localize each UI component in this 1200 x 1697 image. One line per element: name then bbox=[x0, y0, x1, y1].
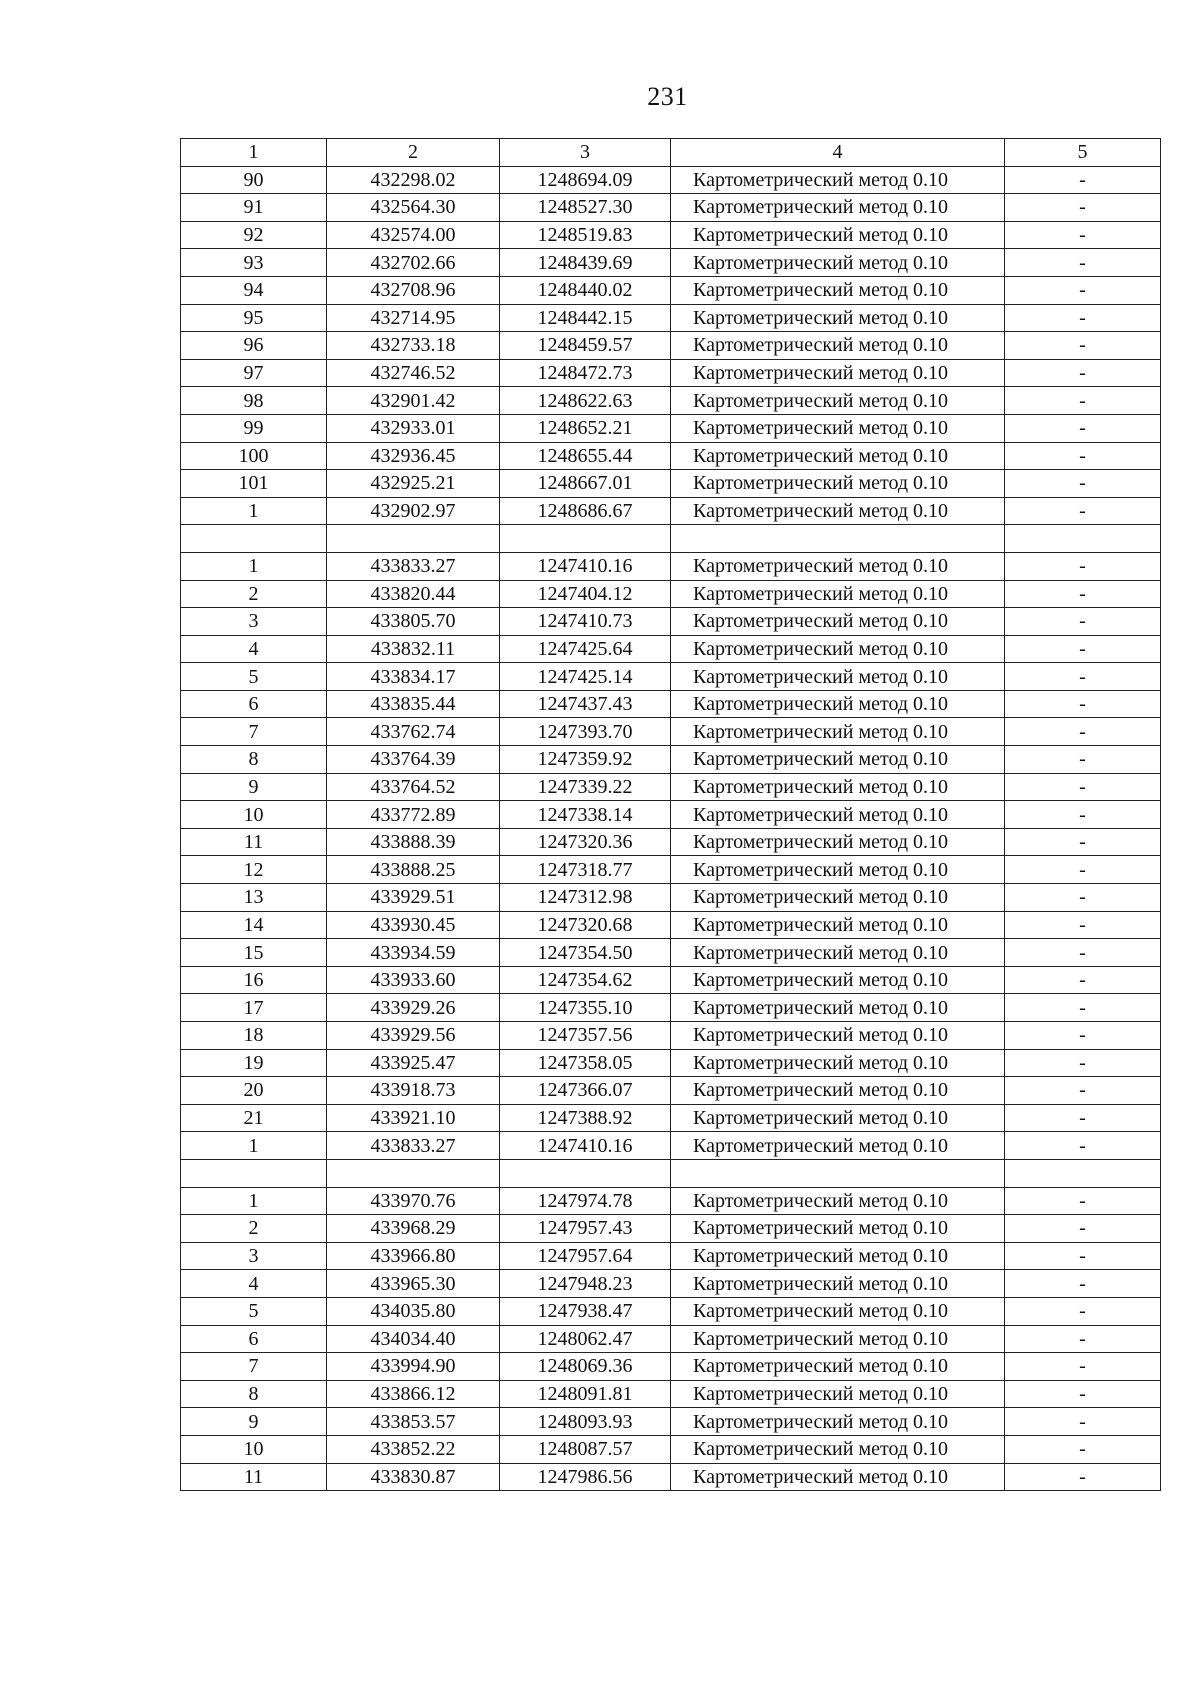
header-cell: 3 bbox=[500, 139, 671, 167]
method-cell: Картометрический метод 0.10 bbox=[671, 690, 1005, 718]
method-cell: Картометрический метод 0.10 bbox=[671, 1408, 1005, 1436]
point-number-cell: 18 bbox=[181, 1022, 327, 1050]
table-header-row bbox=[181, 139, 1161, 167]
table-row bbox=[181, 359, 1161, 387]
note-cell: - bbox=[1005, 690, 1161, 718]
table-row bbox=[181, 1215, 1161, 1243]
table-row bbox=[181, 1353, 1161, 1381]
point-number-cell: 5 bbox=[181, 663, 327, 691]
method-cell: Картометрический метод 0.10 bbox=[671, 801, 1005, 829]
table-row bbox=[181, 1435, 1161, 1463]
note-cell bbox=[1005, 525, 1161, 553]
x-coordinate-cell: 433929.51 bbox=[327, 884, 500, 912]
y-coordinate-cell: 1247425.14 bbox=[500, 663, 671, 691]
method-cell: Картометрический метод 0.10 bbox=[671, 635, 1005, 663]
y-coordinate-cell: 1247410.16 bbox=[500, 1132, 671, 1160]
x-coordinate-cell: 433994.90 bbox=[327, 1353, 500, 1381]
x-coordinate-cell: 433970.76 bbox=[327, 1187, 500, 1215]
point-number-cell: 95 bbox=[181, 304, 327, 332]
note-cell: - bbox=[1005, 1215, 1161, 1243]
y-coordinate-cell: 1247410.73 bbox=[500, 608, 671, 636]
method-cell: Картометрический метод 0.10 bbox=[671, 994, 1005, 1022]
x-coordinate-cell bbox=[327, 1159, 500, 1187]
x-coordinate-cell: 432708.96 bbox=[327, 276, 500, 304]
note-cell bbox=[1005, 1159, 1161, 1187]
y-coordinate-cell: 1248527.30 bbox=[500, 194, 671, 222]
note-cell: - bbox=[1005, 552, 1161, 580]
note-cell: - bbox=[1005, 1077, 1161, 1105]
note-cell: - bbox=[1005, 828, 1161, 856]
x-coordinate-cell bbox=[327, 525, 500, 553]
table-row bbox=[181, 1049, 1161, 1077]
x-coordinate-cell: 433966.80 bbox=[327, 1242, 500, 1270]
x-coordinate-cell: 433965.30 bbox=[327, 1270, 500, 1298]
method-cell: Картометрический метод 0.10 bbox=[671, 1325, 1005, 1353]
method-cell: Картометрический метод 0.10 bbox=[671, 387, 1005, 415]
point-number-cell: 15 bbox=[181, 939, 327, 967]
table-row bbox=[181, 939, 1161, 967]
method-cell: Картометрический метод 0.10 bbox=[671, 414, 1005, 442]
x-coordinate-cell: 433888.39 bbox=[327, 828, 500, 856]
x-coordinate-cell: 433934.59 bbox=[327, 939, 500, 967]
table-row bbox=[181, 1408, 1161, 1436]
note-cell: - bbox=[1005, 1049, 1161, 1077]
note-cell: - bbox=[1005, 911, 1161, 939]
table-row bbox=[181, 1325, 1161, 1353]
method-cell: Картометрический метод 0.10 bbox=[671, 663, 1005, 691]
point-number-cell: 2 bbox=[181, 1215, 327, 1243]
y-coordinate-cell: 1247425.64 bbox=[500, 635, 671, 663]
x-coordinate-cell: 432733.18 bbox=[327, 332, 500, 360]
table-row bbox=[181, 194, 1161, 222]
point-number-cell: 10 bbox=[181, 801, 327, 829]
method-cell: Картометрический метод 0.10 bbox=[671, 552, 1005, 580]
method-cell: Картометрический метод 0.10 bbox=[671, 304, 1005, 332]
point-number-cell: 2 bbox=[181, 580, 327, 608]
method-cell: Картометрический метод 0.10 bbox=[671, 773, 1005, 801]
method-cell: Картометрический метод 0.10 bbox=[671, 332, 1005, 360]
header-cell: 2 bbox=[327, 139, 500, 167]
table-row bbox=[181, 166, 1161, 194]
note-cell: - bbox=[1005, 194, 1161, 222]
point-number-cell: 9 bbox=[181, 1408, 327, 1436]
y-coordinate-cell bbox=[500, 525, 671, 553]
table-row bbox=[181, 249, 1161, 277]
y-coordinate-cell: 1247366.07 bbox=[500, 1077, 671, 1105]
x-coordinate-cell: 433968.29 bbox=[327, 1215, 500, 1243]
y-coordinate-cell: 1248062.47 bbox=[500, 1325, 671, 1353]
note-cell: - bbox=[1005, 966, 1161, 994]
point-number-cell: 92 bbox=[181, 221, 327, 249]
y-coordinate-cell: 1247320.36 bbox=[500, 828, 671, 856]
y-coordinate-cell: 1247339.22 bbox=[500, 773, 671, 801]
table-row bbox=[181, 994, 1161, 1022]
table-row bbox=[181, 1297, 1161, 1325]
note-cell: - bbox=[1005, 1242, 1161, 1270]
y-coordinate-cell: 1248069.36 bbox=[500, 1353, 671, 1381]
note-cell: - bbox=[1005, 1408, 1161, 1436]
x-coordinate-cell: 434034.40 bbox=[327, 1325, 500, 1353]
point-number-cell: 3 bbox=[181, 1242, 327, 1270]
x-coordinate-cell: 433772.89 bbox=[327, 801, 500, 829]
table-row bbox=[181, 746, 1161, 774]
y-coordinate-cell: 1247974.78 bbox=[500, 1187, 671, 1215]
method-cell: Картометрический метод 0.10 bbox=[671, 718, 1005, 746]
point-number-cell: 9 bbox=[181, 773, 327, 801]
table-row bbox=[181, 580, 1161, 608]
method-cell: Картометрический метод 0.10 bbox=[671, 1132, 1005, 1160]
x-coordinate-cell: 433764.52 bbox=[327, 773, 500, 801]
method-cell: Картометрический метод 0.10 bbox=[671, 1215, 1005, 1243]
y-coordinate-cell: 1247354.62 bbox=[500, 966, 671, 994]
table-row bbox=[181, 414, 1161, 442]
note-cell: - bbox=[1005, 746, 1161, 774]
y-coordinate-cell: 1247938.47 bbox=[500, 1297, 671, 1325]
x-coordinate-cell: 433918.73 bbox=[327, 1077, 500, 1105]
point-number-cell: 101 bbox=[181, 470, 327, 498]
method-cell: Картометрический метод 0.10 bbox=[671, 911, 1005, 939]
table-row bbox=[181, 1187, 1161, 1215]
method-cell: Картометрический метод 0.10 bbox=[671, 608, 1005, 636]
note-cell: - bbox=[1005, 304, 1161, 332]
y-coordinate-cell: 1248667.01 bbox=[500, 470, 671, 498]
table-row bbox=[181, 1242, 1161, 1270]
table-row bbox=[181, 1132, 1161, 1160]
note-cell: - bbox=[1005, 801, 1161, 829]
point-number-cell: 1 bbox=[181, 497, 327, 525]
method-cell: Картометрический метод 0.10 bbox=[671, 470, 1005, 498]
note-cell: - bbox=[1005, 884, 1161, 912]
point-number-cell: 8 bbox=[181, 746, 327, 774]
point-number-cell: 19 bbox=[181, 1049, 327, 1077]
point-number-cell: 100 bbox=[181, 442, 327, 470]
point-number-cell: 96 bbox=[181, 332, 327, 360]
point-number-cell: 1 bbox=[181, 552, 327, 580]
point-number-cell: 17 bbox=[181, 994, 327, 1022]
y-coordinate-cell: 1247354.50 bbox=[500, 939, 671, 967]
note-cell: - bbox=[1005, 663, 1161, 691]
y-coordinate-cell: 1248459.57 bbox=[500, 332, 671, 360]
note-cell: - bbox=[1005, 497, 1161, 525]
note-cell: - bbox=[1005, 635, 1161, 663]
point-number-cell: 7 bbox=[181, 718, 327, 746]
x-coordinate-cell: 433830.87 bbox=[327, 1463, 500, 1491]
x-coordinate-cell: 432901.42 bbox=[327, 387, 500, 415]
table-row bbox=[181, 1159, 1161, 1187]
y-coordinate-cell bbox=[500, 1159, 671, 1187]
note-cell: - bbox=[1005, 332, 1161, 360]
method-cell: Картометрический метод 0.10 bbox=[671, 1104, 1005, 1132]
x-coordinate-cell: 433820.44 bbox=[327, 580, 500, 608]
table-row bbox=[181, 608, 1161, 636]
table-row bbox=[181, 552, 1161, 580]
point-number-cell: 14 bbox=[181, 911, 327, 939]
note-cell: - bbox=[1005, 359, 1161, 387]
method-cell: Картометрический метод 0.10 bbox=[671, 221, 1005, 249]
y-coordinate-cell: 1247388.92 bbox=[500, 1104, 671, 1132]
x-coordinate-cell: 433835.44 bbox=[327, 690, 500, 718]
note-cell: - bbox=[1005, 470, 1161, 498]
y-coordinate-cell: 1248622.63 bbox=[500, 387, 671, 415]
note-cell: - bbox=[1005, 414, 1161, 442]
note-cell: - bbox=[1005, 1353, 1161, 1381]
table-row bbox=[181, 911, 1161, 939]
table-row bbox=[181, 773, 1161, 801]
y-coordinate-cell: 1248442.15 bbox=[500, 304, 671, 332]
point-number-cell: 11 bbox=[181, 828, 327, 856]
method-cell: Картометрический метод 0.10 bbox=[671, 884, 1005, 912]
y-coordinate-cell: 1247957.43 bbox=[500, 1215, 671, 1243]
point-number-cell: 90 bbox=[181, 166, 327, 194]
header-cell: 4 bbox=[671, 139, 1005, 167]
point-number-cell: 16 bbox=[181, 966, 327, 994]
y-coordinate-cell: 1247355.10 bbox=[500, 994, 671, 1022]
y-coordinate-cell: 1248439.69 bbox=[500, 249, 671, 277]
note-cell: - bbox=[1005, 994, 1161, 1022]
method-cell: Картометрический метод 0.10 bbox=[671, 194, 1005, 222]
x-coordinate-cell: 433930.45 bbox=[327, 911, 500, 939]
point-number-cell: 7 bbox=[181, 1353, 327, 1381]
method-cell: Картометрический метод 0.10 bbox=[671, 580, 1005, 608]
point-number-cell: 94 bbox=[181, 276, 327, 304]
method-cell: Картометрический метод 0.10 bbox=[671, 249, 1005, 277]
table-row bbox=[181, 304, 1161, 332]
note-cell: - bbox=[1005, 221, 1161, 249]
table-row bbox=[181, 884, 1161, 912]
table-row bbox=[181, 387, 1161, 415]
x-coordinate-cell: 432714.95 bbox=[327, 304, 500, 332]
table-row bbox=[181, 1463, 1161, 1491]
point-number-cell: 4 bbox=[181, 1270, 327, 1298]
method-cell: Картометрический метод 0.10 bbox=[671, 497, 1005, 525]
note-cell: - bbox=[1005, 608, 1161, 636]
note-cell: - bbox=[1005, 1187, 1161, 1215]
y-coordinate-cell: 1248694.09 bbox=[500, 166, 671, 194]
table-row bbox=[181, 828, 1161, 856]
x-coordinate-cell: 432574.00 bbox=[327, 221, 500, 249]
x-coordinate-cell: 433853.57 bbox=[327, 1408, 500, 1436]
table-row bbox=[181, 332, 1161, 360]
y-coordinate-cell: 1248686.67 bbox=[500, 497, 671, 525]
point-number-cell bbox=[181, 1159, 327, 1187]
page-number: 231 bbox=[647, 82, 688, 111]
x-coordinate-cell: 432702.66 bbox=[327, 249, 500, 277]
table-row bbox=[181, 1077, 1161, 1105]
x-coordinate-cell: 432936.45 bbox=[327, 442, 500, 470]
x-coordinate-cell: 433925.47 bbox=[327, 1049, 500, 1077]
table-row bbox=[181, 966, 1161, 994]
note-cell: - bbox=[1005, 442, 1161, 470]
method-cell: Картометрический метод 0.10 bbox=[671, 746, 1005, 774]
note-cell: - bbox=[1005, 249, 1161, 277]
note-cell: - bbox=[1005, 1297, 1161, 1325]
point-number-cell: 20 bbox=[181, 1077, 327, 1105]
x-coordinate-cell: 433929.56 bbox=[327, 1022, 500, 1050]
method-cell: Картометрический метод 0.10 bbox=[671, 1463, 1005, 1491]
note-cell: - bbox=[1005, 773, 1161, 801]
table-row bbox=[181, 1022, 1161, 1050]
y-coordinate-cell: 1247948.23 bbox=[500, 1270, 671, 1298]
point-number-cell bbox=[181, 525, 327, 553]
table-row bbox=[181, 525, 1161, 553]
y-coordinate-cell: 1248087.57 bbox=[500, 1435, 671, 1463]
y-coordinate-cell: 1247312.98 bbox=[500, 884, 671, 912]
y-coordinate-cell: 1248652.21 bbox=[500, 414, 671, 442]
method-cell: Картометрический метод 0.10 bbox=[671, 1435, 1005, 1463]
note-cell: - bbox=[1005, 580, 1161, 608]
table-body bbox=[181, 166, 1161, 1491]
point-number-cell: 8 bbox=[181, 1380, 327, 1408]
method-cell: Картометрический метод 0.10 bbox=[671, 1353, 1005, 1381]
header-cell: 5 bbox=[1005, 139, 1161, 167]
point-number-cell: 99 bbox=[181, 414, 327, 442]
x-coordinate-cell: 433929.26 bbox=[327, 994, 500, 1022]
point-number-cell: 11 bbox=[181, 1463, 327, 1491]
x-coordinate-cell: 432933.01 bbox=[327, 414, 500, 442]
point-number-cell: 5 bbox=[181, 1297, 327, 1325]
method-cell: Картометрический метод 0.10 bbox=[671, 1049, 1005, 1077]
y-coordinate-cell: 1247404.12 bbox=[500, 580, 671, 608]
point-number-cell: 91 bbox=[181, 194, 327, 222]
note-cell: - bbox=[1005, 1325, 1161, 1353]
x-coordinate-cell: 433834.17 bbox=[327, 663, 500, 691]
note-cell: - bbox=[1005, 856, 1161, 884]
method-cell: Картометрический метод 0.10 bbox=[671, 1022, 1005, 1050]
y-coordinate-cell: 1247359.92 bbox=[500, 746, 671, 774]
method-cell: Картометрический метод 0.10 bbox=[671, 276, 1005, 304]
method-cell: Картометрический метод 0.10 bbox=[671, 1270, 1005, 1298]
x-coordinate-cell: 433833.27 bbox=[327, 1132, 500, 1160]
method-cell: Картометрический метод 0.10 bbox=[671, 1187, 1005, 1215]
y-coordinate-cell: 1247318.77 bbox=[500, 856, 671, 884]
table-row bbox=[181, 663, 1161, 691]
method-cell: Картометрический метод 0.10 bbox=[671, 939, 1005, 967]
method-cell: Картометрический метод 0.10 bbox=[671, 1380, 1005, 1408]
note-cell: - bbox=[1005, 939, 1161, 967]
y-coordinate-cell: 1248472.73 bbox=[500, 359, 671, 387]
table-row bbox=[181, 1104, 1161, 1132]
y-coordinate-cell: 1248519.83 bbox=[500, 221, 671, 249]
y-coordinate-cell: 1247338.14 bbox=[500, 801, 671, 829]
x-coordinate-cell: 433933.60 bbox=[327, 966, 500, 994]
point-number-cell: 93 bbox=[181, 249, 327, 277]
method-cell bbox=[671, 1159, 1005, 1187]
x-coordinate-cell: 433832.11 bbox=[327, 635, 500, 663]
note-cell: - bbox=[1005, 1463, 1161, 1491]
note-cell: - bbox=[1005, 1022, 1161, 1050]
page-number-area bbox=[0, 82, 1200, 122]
x-coordinate-cell: 433764.39 bbox=[327, 746, 500, 774]
y-coordinate-cell: 1247986.56 bbox=[500, 1463, 671, 1491]
x-coordinate-cell: 433888.25 bbox=[327, 856, 500, 884]
x-coordinate-cell: 433762.74 bbox=[327, 718, 500, 746]
y-coordinate-cell: 1247393.70 bbox=[500, 718, 671, 746]
note-cell: - bbox=[1005, 1104, 1161, 1132]
y-coordinate-cell: 1247957.64 bbox=[500, 1242, 671, 1270]
table-row bbox=[181, 497, 1161, 525]
x-coordinate-cell: 432564.30 bbox=[327, 194, 500, 222]
x-coordinate-cell: 432902.97 bbox=[327, 497, 500, 525]
table-row bbox=[181, 801, 1161, 829]
x-coordinate-cell: 432746.52 bbox=[327, 359, 500, 387]
point-number-cell: 6 bbox=[181, 690, 327, 718]
note-cell: - bbox=[1005, 387, 1161, 415]
method-cell: Картометрический метод 0.10 bbox=[671, 359, 1005, 387]
table-row bbox=[181, 856, 1161, 884]
point-number-cell: 12 bbox=[181, 856, 327, 884]
note-cell: - bbox=[1005, 718, 1161, 746]
table-row bbox=[181, 718, 1161, 746]
method-cell bbox=[671, 525, 1005, 553]
method-cell: Картометрический метод 0.10 bbox=[671, 828, 1005, 856]
table-row bbox=[181, 1380, 1161, 1408]
x-coordinate-cell: 433852.22 bbox=[327, 1435, 500, 1463]
y-coordinate-cell: 1248091.81 bbox=[500, 1380, 671, 1408]
point-number-cell: 21 bbox=[181, 1104, 327, 1132]
point-number-cell: 97 bbox=[181, 359, 327, 387]
point-number-cell: 3 bbox=[181, 608, 327, 636]
point-number-cell: 4 bbox=[181, 635, 327, 663]
point-number-cell: 13 bbox=[181, 884, 327, 912]
table-row bbox=[181, 470, 1161, 498]
x-coordinate-cell: 433866.12 bbox=[327, 1380, 500, 1408]
table-row bbox=[181, 1270, 1161, 1298]
method-cell: Картометрический метод 0.10 bbox=[671, 442, 1005, 470]
note-cell: - bbox=[1005, 276, 1161, 304]
y-coordinate-cell: 1247410.16 bbox=[500, 552, 671, 580]
header-cell: 1 bbox=[181, 139, 327, 167]
method-cell: Картометрический метод 0.10 bbox=[671, 1242, 1005, 1270]
note-cell: - bbox=[1005, 1380, 1161, 1408]
table-row bbox=[181, 221, 1161, 249]
y-coordinate-cell: 1247437.43 bbox=[500, 690, 671, 718]
method-cell: Картометрический метод 0.10 bbox=[671, 856, 1005, 884]
note-cell: - bbox=[1005, 1435, 1161, 1463]
x-coordinate-cell: 432298.02 bbox=[327, 166, 500, 194]
method-cell: Картометрический метод 0.10 bbox=[671, 966, 1005, 994]
y-coordinate-cell: 1247358.05 bbox=[500, 1049, 671, 1077]
x-coordinate-cell: 433805.70 bbox=[327, 608, 500, 636]
table-row bbox=[181, 635, 1161, 663]
y-coordinate-cell: 1248093.93 bbox=[500, 1408, 671, 1436]
point-number-cell: 98 bbox=[181, 387, 327, 415]
y-coordinate-cell: 1247320.68 bbox=[500, 911, 671, 939]
y-coordinate-cell: 1248655.44 bbox=[500, 442, 671, 470]
x-coordinate-cell: 433921.10 bbox=[327, 1104, 500, 1132]
note-cell: - bbox=[1005, 1132, 1161, 1160]
point-number-cell: 1 bbox=[181, 1132, 327, 1160]
y-coordinate-cell: 1247357.56 bbox=[500, 1022, 671, 1050]
point-number-cell: 10 bbox=[181, 1435, 327, 1463]
point-number-cell: 1 bbox=[181, 1187, 327, 1215]
coordinates-table bbox=[180, 138, 1161, 1491]
note-cell: - bbox=[1005, 1270, 1161, 1298]
method-cell: Картометрический метод 0.10 bbox=[671, 1297, 1005, 1325]
table-row bbox=[181, 276, 1161, 304]
x-coordinate-cell: 432925.21 bbox=[327, 470, 500, 498]
x-coordinate-cell: 433833.27 bbox=[327, 552, 500, 580]
method-cell: Картометрический метод 0.10 bbox=[671, 166, 1005, 194]
y-coordinate-cell: 1248440.02 bbox=[500, 276, 671, 304]
x-coordinate-cell: 434035.80 bbox=[327, 1297, 500, 1325]
method-cell: Картометрический метод 0.10 bbox=[671, 1077, 1005, 1105]
table-row bbox=[181, 690, 1161, 718]
point-number-cell: 6 bbox=[181, 1325, 327, 1353]
note-cell: - bbox=[1005, 166, 1161, 194]
table-row bbox=[181, 442, 1161, 470]
